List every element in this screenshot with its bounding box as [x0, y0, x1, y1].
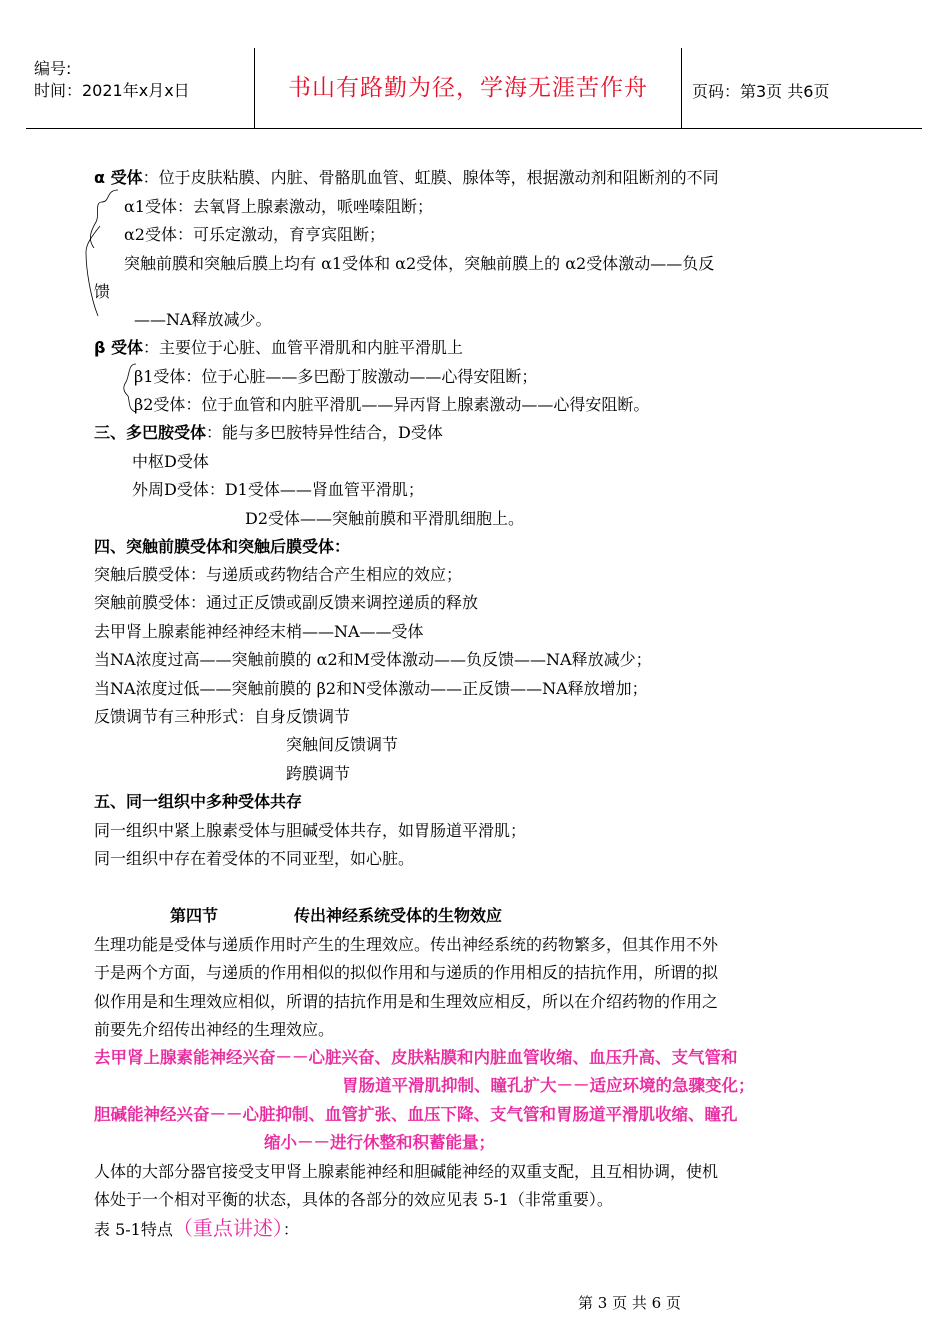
table-emphasis: （重点讲述） — [172, 1216, 283, 1240]
para1-line-4: 前要先介绍传出神经的生理效应。 — [94, 1020, 335, 1039]
section4-line-5: 当NA浓度过低——突触前膜的 β2和N受体激动——正反馈——NA释放增加； — [94, 679, 648, 698]
alpha-presynaptic-line: 突触前膜和突触后膜上均有 α1受体和 α2受体，突触前膜上的 α2受体激动——负反 — [124, 254, 715, 273]
section4-heading: 四、突触前膜受体和突触后膜受体： — [94, 537, 351, 556]
para1-line-1: 生理功能是受体与递质作用时产生的生理效应。传出神经系统的药物繁多，但其作用不外 — [94, 935, 719, 954]
dopamine-peripheral: 外周D受体：D1受体——肾血管平滑肌； — [132, 480, 424, 499]
para2-line-2: 体处于一个相对平衡的状态，具体的各部分的效应见表 5-1（非常重要）。 — [94, 1190, 613, 1209]
para1-line-2: 于是两个方面，与递质的作用相似的拟似作用和与递质的作用相反的拮抗作用，所谓的拟 — [94, 963, 719, 982]
cholinergic-line-1: 胆碱能神经兴奋－－心脏抑制、血管扩张、血压下降、支气管和胃肠道平滑肌收缩、瞳孔 — [94, 1105, 738, 1124]
para2-line-1: 人体的大部分器官接受支甲肾上腺素能神经和胆碱能神经的双重支配，且互相协调，使机 — [94, 1162, 719, 1181]
chapter-title: 传出神经系统受体的生物效应 — [294, 906, 503, 925]
header-left-cell — [26, 48, 254, 128]
section4-line-7: 突触间反馈调节 — [286, 735, 399, 754]
number-label: 编号: — [34, 59, 72, 78]
alpha-presynaptic-line-2: 馈 — [94, 282, 111, 301]
time-label: 时间：2021年x月x日 — [34, 81, 190, 100]
beta1-line: β1受体：位于心脏——多巴酚丁胺激动——心得安阻断； — [134, 367, 538, 386]
section4-line-2: 突触前膜受体：通过正反馈或副反馈来调控递质的释放 — [94, 593, 479, 612]
page-header — [26, 48, 922, 129]
dopamine-line — [94, 423, 443, 443]
alpha1-line: α1受体：去氧肾上腺素激动，哌唑嗪阻断； — [124, 197, 433, 216]
beta2-line: β2受体：位于血管和内脏平滑肌——异丙肾上腺素激动——心得安阻断。 — [134, 395, 650, 414]
page-footer: 第 3 页 共 6 页 — [578, 1294, 681, 1312]
para1-line-3: 似作用是和生理效应相似，所谓的拮抗作用是和生理效应相反，所以在介绍药物的作用之 — [94, 992, 719, 1011]
adrenergic-line-1: 去甲肾上腺素能神经兴奋－－心脏兴奋、皮肤粘膜和内脏血管收缩、血压升高、支气管和 — [94, 1048, 738, 1067]
header-motto: 书山有路勤为径，学海无涯苦作舟 — [254, 48, 682, 128]
table-reference-line — [94, 1218, 299, 1240]
dopamine-central: 中枢D受体 — [132, 452, 209, 471]
section5-heading: 五、同一组织中多种受体共存 — [94, 792, 303, 811]
alpha2-line: α2受体：可乐定激动，育亨宾阻断； — [124, 225, 385, 244]
section5-line-1: 同一组织中紧上腺素受体与胆碱受体共存，如胃肠道平滑肌； — [94, 821, 527, 840]
alpha-heading: α 受体 — [94, 168, 143, 187]
dopamine-text: ：能与多巴胺特异性结合，D受体 — [206, 423, 443, 442]
chapter-number: 第四节 — [170, 906, 219, 925]
section4-line-4: 当NA浓度过高——突触前膜的 α2和M受体激动——负反馈——NA释放减少； — [94, 650, 652, 669]
header-page-info: 页码：第3页 共6页 — [692, 82, 830, 101]
alpha-presynaptic-line-3: ——NA释放减少。 — [134, 310, 272, 329]
beta-heading: β 受体 — [94, 338, 144, 357]
cholinergic-line-2: 缩小－－进行休整和积蓄能量； — [264, 1133, 495, 1152]
alpha-text: ：位于皮肤粘膜、内脏、骨骼肌血管、虹膜、腺体等，根据激动剂和阻断剂的不同 — [142, 168, 719, 187]
section4-line-1: 突触后膜受体：与递质或药物结合产生相应的效应； — [94, 565, 463, 584]
dopamine-d2: D2受体——突触前膜和平滑肌细胞上。 — [245, 509, 525, 528]
section5-line-2: 同一组织中存在着受体的不同亚型，如心脏。 — [94, 849, 415, 868]
beta-line — [94, 338, 463, 358]
section4-line-6: 反馈调节有三种形式：自身反馈调节 — [94, 707, 351, 726]
dopamine-heading: 三、多巴胺受体 — [94, 423, 207, 442]
section4-line-8: 跨膜调节 — [286, 764, 351, 783]
section4-line-3: 去甲肾上腺素能神经神经末梢——NA——受体 — [94, 622, 424, 641]
table-colon: ： — [282, 1220, 299, 1239]
table-reference: 表 5-1特点 — [94, 1220, 173, 1239]
adrenergic-line-2: 胃肠道平滑肌抑制、瞳孔扩大－－适应环境的急骤变化； — [342, 1076, 755, 1095]
beta-text: ：主要位于心脏、血管平滑肌和内脏平滑肌上 — [143, 338, 464, 357]
alpha-line — [94, 168, 719, 188]
